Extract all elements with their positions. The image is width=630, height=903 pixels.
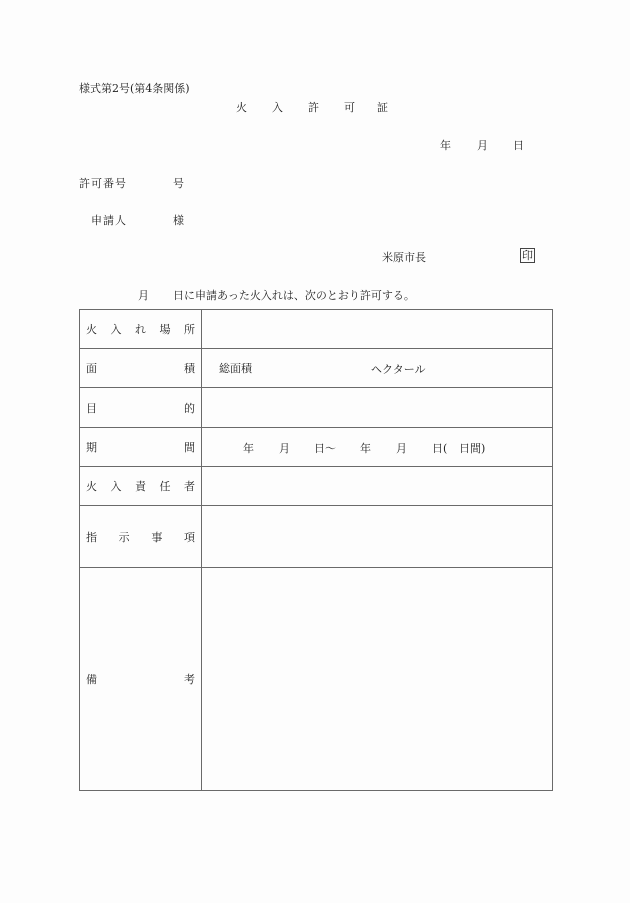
permit-number-suffix: 号: [173, 177, 184, 190]
total-area-label: 総面積: [219, 362, 252, 375]
date-year-label: 年: [440, 139, 451, 152]
table-row-area: [80, 349, 553, 388]
date-month-label: 月: [477, 139, 488, 152]
label-purpose: 目 的: [80, 388, 202, 428]
table-row-remarks: [80, 568, 553, 791]
label-period: 期 間: [80, 428, 202, 467]
label-instructions: 指 示 事 項: [80, 506, 202, 568]
label-responsible-person: 火 入 責 任 者: [80, 467, 202, 506]
date-day-label: 日: [513, 139, 524, 152]
label-remarks: 備 考: [80, 568, 202, 791]
table-row-location: [80, 310, 553, 349]
value-remarks[interactable]: [202, 568, 553, 791]
label-area: 面 積: [80, 349, 202, 388]
seal-mark: 印: [522, 249, 533, 262]
value-instructions[interactable]: [202, 506, 553, 568]
table-row-instructions: [80, 506, 553, 568]
form-number: 様式第2号(第4条関係): [79, 82, 190, 95]
hectare-unit: ヘクタール: [371, 363, 426, 376]
statement-text: 日に申請あった火入れは、次のとおり許可する。: [173, 289, 415, 302]
applicant-suffix: 様: [173, 214, 184, 227]
issuer-name: 米原市長: [382, 251, 426, 264]
table-row-period: [80, 428, 553, 467]
value-responsible-person[interactable]: [202, 467, 553, 506]
value-location[interactable]: [202, 310, 553, 349]
value-period[interactable]: 年 月 日～ 年 月 日( 日間): [202, 428, 553, 467]
value-purpose[interactable]: [202, 388, 553, 428]
statement-month: 月: [138, 289, 149, 302]
label-location: 火 入 れ 場 所: [80, 310, 202, 349]
table-row-responsible-person: [80, 467, 553, 506]
value-area[interactable]: [202, 349, 553, 388]
permit-number-label: 許可番号: [79, 177, 127, 190]
permit-table: [79, 309, 553, 791]
table-row-purpose: [80, 388, 553, 428]
applicant-label: 申請人: [91, 214, 127, 227]
